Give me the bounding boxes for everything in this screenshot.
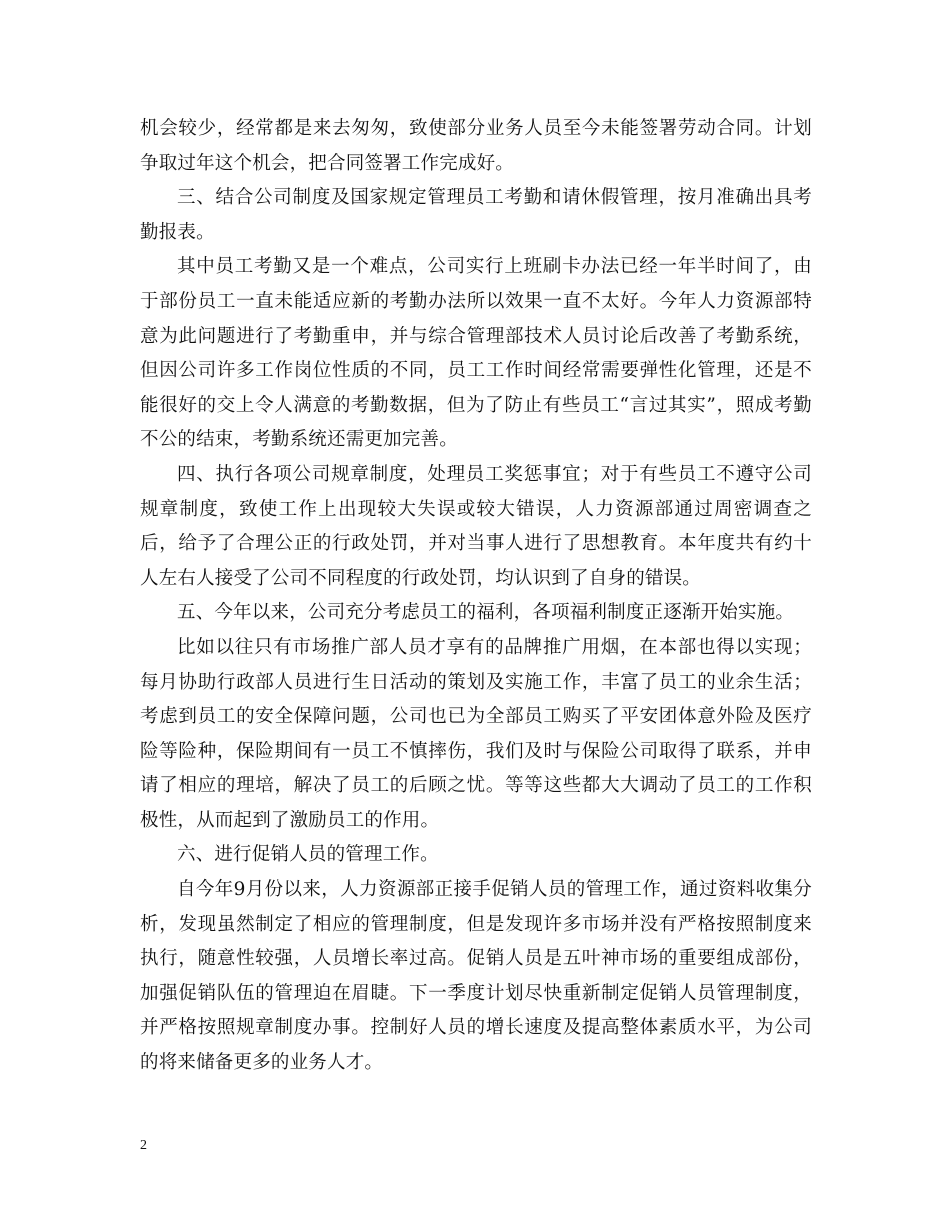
paragraph-promotion-staff: 自今年9月份以来，人力资源部正接手促销人员的管理工作，通过资料收集分析，发现虽然制定了相应的管理制度，但是发现许多市场并没有严格按照制度来执行，随意性较强，人员增长率过高。促销人员是五叶神市场的重要组成部份，加强促销队伍的管理迫在眉睫。下一季度计划尽快重新制定促销人员管理制度，并严格按照规章制度办事。控制好人员的增长速度及提高整体素质水平，为公司的将来储备更多的业务人才。 bbox=[140, 879, 812, 1074]
paragraph-continuation: 机会较少，经常都是来去匆匆，致使部分业务人员至今未能签署劳动合同。计划争取过年这个机会，把合同签署工作完成好。 bbox=[140, 118, 812, 174]
paragraph-welfare: 比如以往只有市场推广部人员才享有的品牌推广用烟，在本部也得以实现；每月协助行政部人员进行生日活动的策划及实施工作，丰富了员工的业余生活；考虑到员工的安全保障问题，公司也已为全部员工购买了平安团体意外险及医疗险等险种，保险期间有一员工不慎摔伤，我们及时与保险公司取得了联系，并申请了相应的理培，解决了员工的后顾之忧。等等这些都大大调动了员工的工作积极性，从而起到了激励员工的作用。 bbox=[140, 636, 812, 831]
paragraph-item-three: 三、结合公司制度及国家规定管理员工考勤和请休假管理，按月准确出具考勤报表。 bbox=[140, 187, 812, 243]
paragraph-item-five: 五、今年以来，公司充分考虑员工的福利，各项福利制度正逐渐开始实施。 bbox=[177, 602, 795, 624]
page-number: 2 bbox=[140, 1138, 147, 1153]
paragraph-attendance: 其中员工考勤又是一个难点，公司实行上班刷卡办法已经一年半时间了，由于部份员工一直未能适应新的考勤办法所以效果一直不太好。今年人力资源部特意为此问题进行了考勤重申，并与综合管理部技术人员讨论后改善了考勤系统，但因公司许多工作岗位性质的不同，员工工作时间经常需要弹性化管理，还是不能很好的交上令人满意的考勤数据，但为了防止有些员工“言过其实”，照成考勤不公的结束，考勤系统还需更加完善。 bbox=[140, 256, 812, 451]
document-body bbox=[140, 112, 812, 1081]
paragraph-item-four: 四、执行各项公司规章制度，处理员工奖惩事宜；对于有些员工不遵守公司规章制度，致使工作上出现较大失误或较大错误，人力资源部通过周密调查之后，给予了合理公正的行政处罚，并对当事人进行了思想教育。本年度共有约十人左右人接受了公司不同程度的行政处罚，均认识到了自身的错误。 bbox=[140, 463, 812, 589]
paragraph-item-six: 六、进行促销人员的管理工作。 bbox=[177, 844, 439, 866]
